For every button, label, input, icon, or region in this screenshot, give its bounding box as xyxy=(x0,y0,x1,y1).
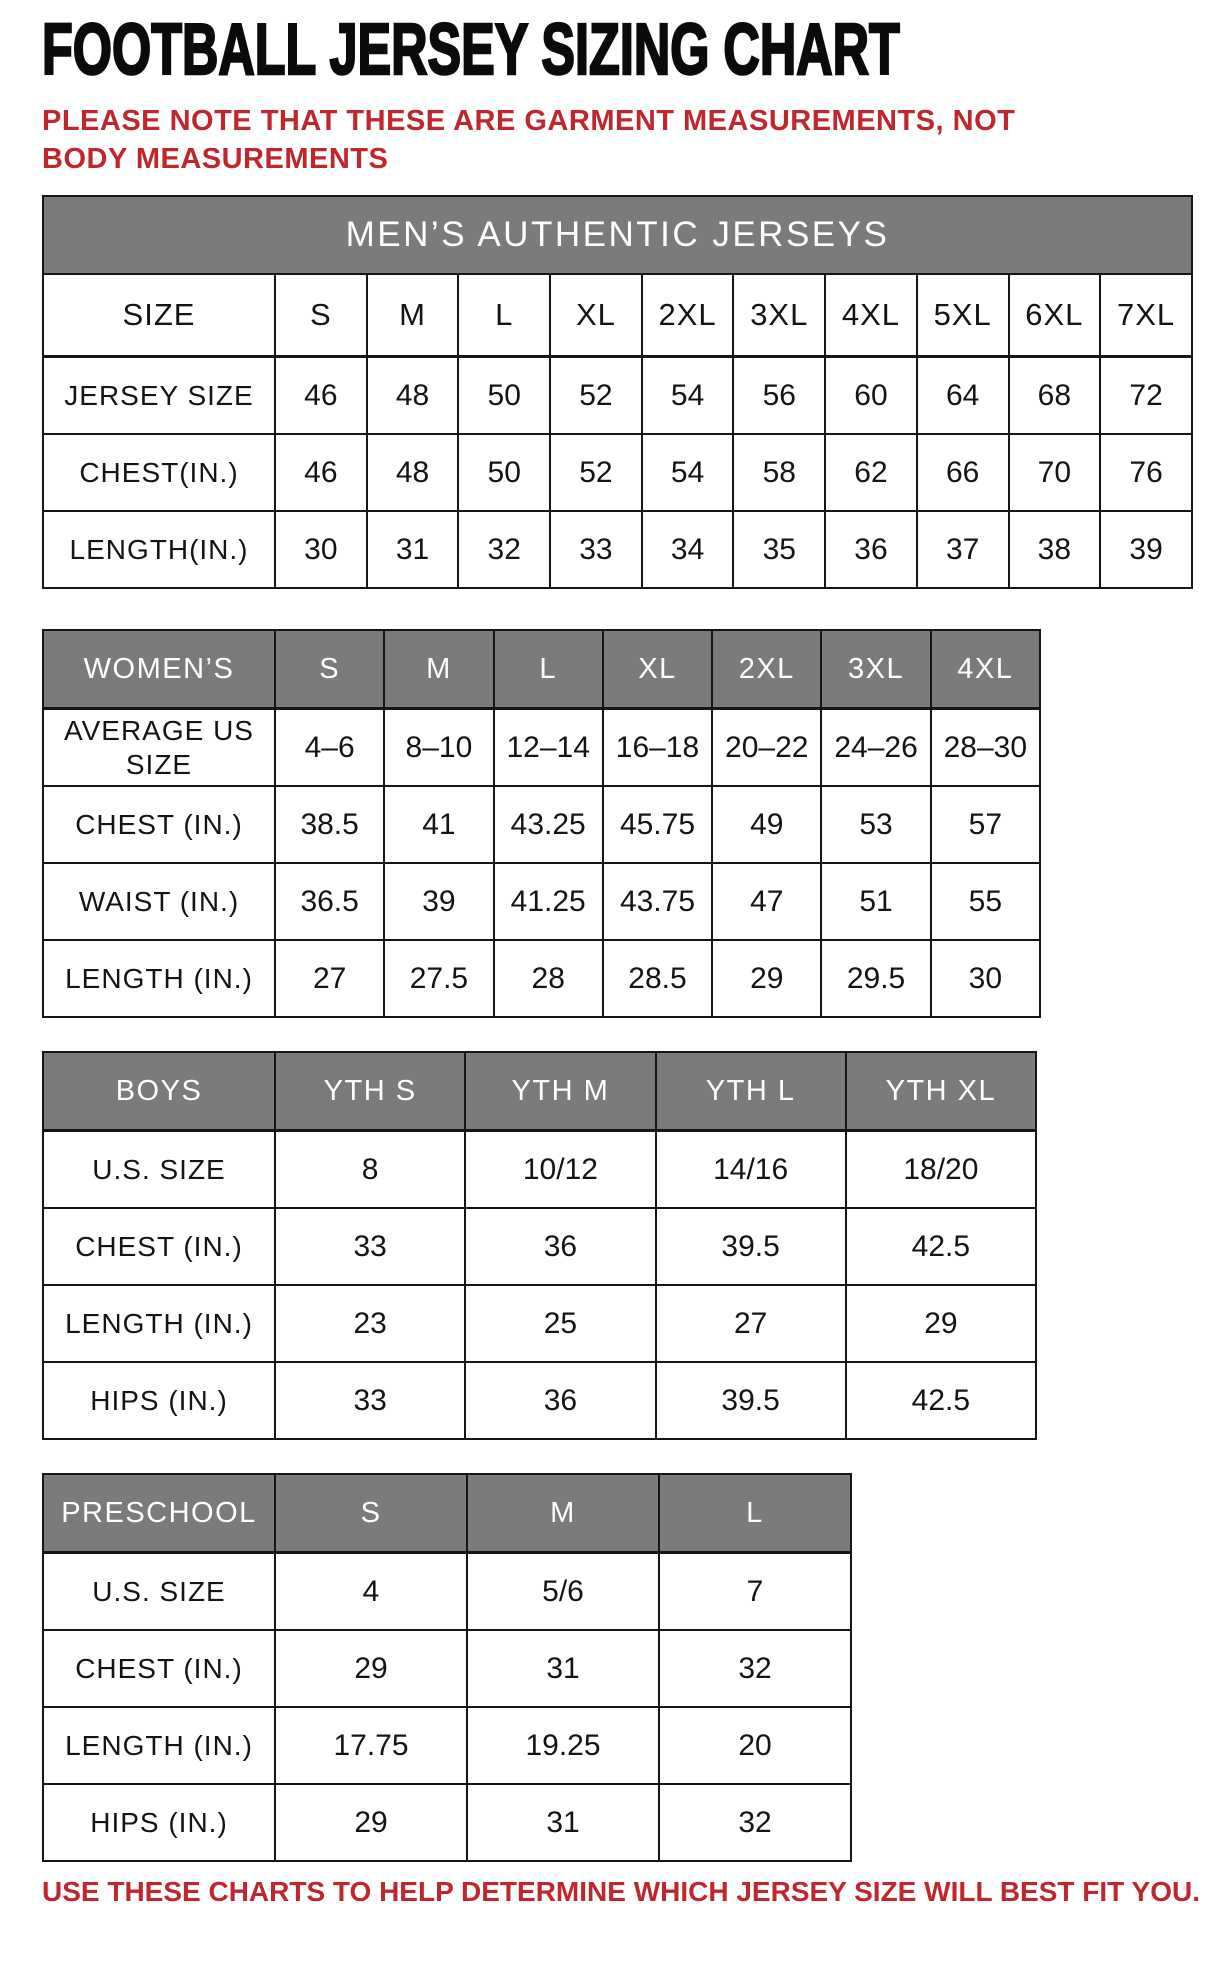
value-cell: 29 xyxy=(275,1784,467,1861)
column-header: S xyxy=(275,274,367,357)
value-cell: 25 xyxy=(465,1285,655,1362)
row-label: WAIST (IN.) xyxy=(43,863,275,940)
column-header: YTH XL xyxy=(846,1052,1036,1131)
value-cell: 38.5 xyxy=(275,786,384,863)
value-cell: 28.5 xyxy=(603,940,712,1017)
value-cell: 29 xyxy=(846,1285,1036,1362)
row-label: LENGTH (IN.) xyxy=(43,1707,275,1784)
value-cell: 36.5 xyxy=(275,863,384,940)
garment-measurement-note: PLEASE NOTE THAT THESE ARE GARMENT MEASUREMENTS, NOT BODY MEASUREMENTS xyxy=(42,105,1016,175)
value-cell: 50 xyxy=(458,434,550,511)
value-cell: 24–26 xyxy=(821,709,930,787)
preschool-header-label: PRESCHOOL xyxy=(43,1474,275,1553)
value-cell: 43.75 xyxy=(603,863,712,940)
footer-note: USE THESE CHARTS TO HELP DETERMINE WHICH JERSEY SIZE WILL BEST FIT YOU. xyxy=(42,1876,1200,1907)
boys-sizing-table xyxy=(42,1051,1037,1440)
value-cell: 19.25 xyxy=(467,1707,659,1784)
column-header: L xyxy=(458,274,550,357)
value-cell: 49 xyxy=(712,786,821,863)
row-label: LENGTH (IN.) xyxy=(43,1285,275,1362)
column-header: 2XL xyxy=(642,274,734,357)
value-cell: 41 xyxy=(384,786,493,863)
value-cell: 48 xyxy=(367,357,459,435)
column-header: 4XL xyxy=(931,630,1040,709)
value-cell: 52 xyxy=(550,434,642,511)
value-cell: 76 xyxy=(1100,434,1192,511)
value-cell: 10/12 xyxy=(465,1131,655,1209)
value-cell: 31 xyxy=(467,1630,659,1707)
column-header: XL xyxy=(603,630,712,709)
value-cell: 46 xyxy=(275,357,367,435)
value-cell: 29 xyxy=(712,940,821,1017)
value-cell: 30 xyxy=(931,940,1040,1017)
column-header: 2XL xyxy=(712,630,821,709)
value-cell: 37 xyxy=(917,511,1009,588)
row-label: HIPS (IN.) xyxy=(43,1362,275,1439)
value-cell: 8–10 xyxy=(384,709,493,787)
value-cell: 14/16 xyxy=(656,1131,846,1209)
value-cell: 29.5 xyxy=(821,940,930,1017)
value-cell: 39 xyxy=(384,863,493,940)
value-cell: 52 xyxy=(550,357,642,435)
row-label: U.S. SIZE xyxy=(43,1553,275,1631)
sizing-tables-container xyxy=(42,195,1220,1862)
value-cell: 46 xyxy=(275,434,367,511)
column-header: 7XL xyxy=(1100,274,1192,357)
row-label: CHEST (IN.) xyxy=(43,1630,275,1707)
value-cell: 68 xyxy=(1009,357,1101,435)
value-cell: 27.5 xyxy=(384,940,493,1017)
value-cell: 18/20 xyxy=(846,1131,1036,1209)
value-cell: 53 xyxy=(821,786,930,863)
value-cell: 62 xyxy=(825,434,917,511)
value-cell: 17.75 xyxy=(275,1707,467,1784)
value-cell: 28–30 xyxy=(931,709,1040,787)
column-header: 6XL xyxy=(1009,274,1101,357)
value-cell: 4 xyxy=(275,1553,467,1631)
column-header: S xyxy=(275,1474,467,1553)
mens-header-label: SIZE xyxy=(43,274,275,357)
womens-header-label: WOMEN’S xyxy=(43,630,275,709)
column-header: 3XL xyxy=(733,274,825,357)
preschool-sizing-table xyxy=(42,1473,852,1862)
column-header: YTH L xyxy=(656,1052,846,1131)
row-label: JERSEY SIZE xyxy=(43,357,275,435)
column-header: YTH M xyxy=(465,1052,655,1131)
value-cell: 8 xyxy=(275,1131,465,1209)
value-cell: 29 xyxy=(275,1630,467,1707)
value-cell: 32 xyxy=(659,1784,851,1861)
row-label: U.S. SIZE xyxy=(43,1131,275,1209)
value-cell: 33 xyxy=(550,511,642,588)
value-cell: 42.5 xyxy=(846,1362,1036,1439)
column-header: YTH S xyxy=(275,1052,465,1131)
value-cell: 4–6 xyxy=(275,709,384,787)
value-cell: 31 xyxy=(367,511,459,588)
value-cell: 27 xyxy=(656,1285,846,1362)
row-label: LENGTH(IN.) xyxy=(43,511,275,588)
value-cell: 60 xyxy=(825,357,917,435)
value-cell: 28 xyxy=(494,940,603,1017)
value-cell: 23 xyxy=(275,1285,465,1362)
value-cell: 70 xyxy=(1009,434,1101,511)
value-cell: 20 xyxy=(659,1707,851,1784)
row-label: AVERAGE US SIZE xyxy=(43,709,275,787)
value-cell: 54 xyxy=(642,434,734,511)
value-cell: 55 xyxy=(931,863,1040,940)
value-cell: 35 xyxy=(733,511,825,588)
value-cell: 36 xyxy=(465,1362,655,1439)
value-cell: 66 xyxy=(917,434,1009,511)
column-header: 5XL xyxy=(917,274,1009,357)
value-cell: 48 xyxy=(367,434,459,511)
value-cell: 47 xyxy=(712,863,821,940)
column-header: XL xyxy=(550,274,642,357)
row-label: CHEST (IN.) xyxy=(43,786,275,863)
value-cell: 32 xyxy=(659,1630,851,1707)
value-cell: 31 xyxy=(467,1784,659,1861)
value-cell: 41.25 xyxy=(494,863,603,940)
value-cell: 32 xyxy=(458,511,550,588)
value-cell: 38 xyxy=(1009,511,1101,588)
value-cell: 50 xyxy=(458,357,550,435)
value-cell: 39.5 xyxy=(656,1362,846,1439)
value-cell: 12–14 xyxy=(494,709,603,787)
value-cell: 39.5 xyxy=(656,1208,846,1285)
value-cell: 34 xyxy=(642,511,734,588)
value-cell: 57 xyxy=(931,786,1040,863)
column-header: L xyxy=(494,630,603,709)
value-cell: 72 xyxy=(1100,357,1192,435)
mens-sizing-table xyxy=(42,195,1193,589)
value-cell: 64 xyxy=(917,357,1009,435)
value-cell: 54 xyxy=(642,357,734,435)
column-header: S xyxy=(275,630,384,709)
mens-banner: MEN’S AUTHENTIC JERSEYS xyxy=(43,196,1192,274)
page-title: FOOTBALL JERSEY SIZING CHART xyxy=(42,10,900,90)
value-cell: 45.75 xyxy=(603,786,712,863)
value-cell: 36 xyxy=(465,1208,655,1285)
row-label: HIPS (IN.) xyxy=(43,1784,275,1861)
value-cell: 7 xyxy=(659,1553,851,1631)
value-cell: 56 xyxy=(733,357,825,435)
column-header: M xyxy=(467,1474,659,1553)
value-cell: 58 xyxy=(733,434,825,511)
column-header: L xyxy=(659,1474,851,1553)
column-header: 3XL xyxy=(821,630,930,709)
column-header: M xyxy=(384,630,493,709)
boys-header-label: BOYS xyxy=(43,1052,275,1131)
row-label: CHEST(IN.) xyxy=(43,434,275,511)
value-cell: 36 xyxy=(825,511,917,588)
value-cell: 39 xyxy=(1100,511,1192,588)
row-label: CHEST (IN.) xyxy=(43,1208,275,1285)
value-cell: 33 xyxy=(275,1208,465,1285)
value-cell: 20–22 xyxy=(712,709,821,787)
column-header: M xyxy=(367,274,459,357)
column-header: 4XL xyxy=(825,274,917,357)
row-label: LENGTH (IN.) xyxy=(43,940,275,1017)
value-cell: 5/6 xyxy=(467,1553,659,1631)
value-cell: 30 xyxy=(275,511,367,588)
value-cell: 51 xyxy=(821,863,930,940)
value-cell: 43.25 xyxy=(494,786,603,863)
value-cell: 16–18 xyxy=(603,709,712,787)
womens-sizing-table xyxy=(42,629,1041,1018)
value-cell: 33 xyxy=(275,1362,465,1439)
value-cell: 42.5 xyxy=(846,1208,1036,1285)
value-cell: 27 xyxy=(275,940,384,1017)
